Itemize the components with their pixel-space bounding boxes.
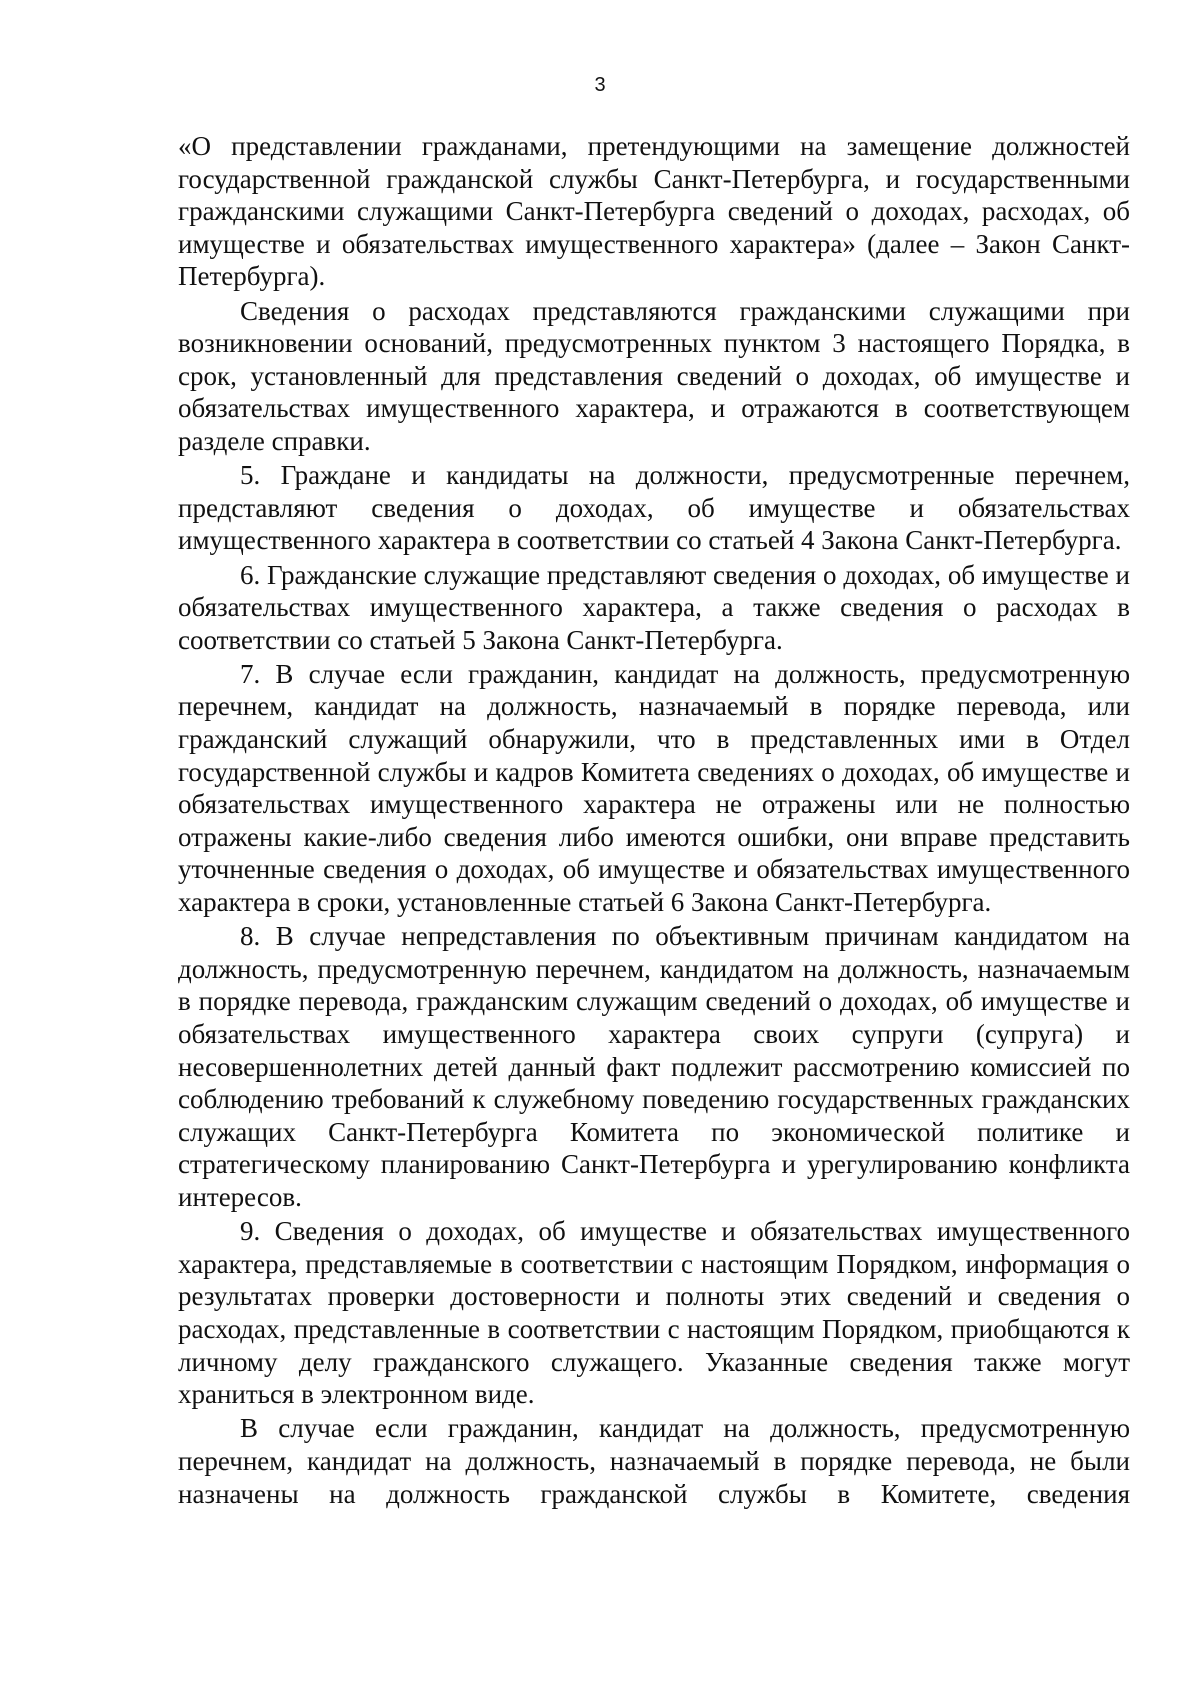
page-number: 3 xyxy=(594,74,606,96)
paragraph-item-5: 5. Граждане и кандидаты на должности, предусмотренные перечнем, представляют сведения о доходах, об имуществе и обязательствах имущественного характера в соответствии со статьей 4 Закона Санкт-Петербурга. xyxy=(178,460,1130,556)
document-body xyxy=(178,130,1130,1512)
paragraph-item-6: 6. Гражданские служащие представляют сведения о доходах, об имуществе и обязательствах имущественного характера, а также сведения о расходах в соответствии со статьей 5 Закона Санкт-Петербурга. xyxy=(178,559,1130,655)
paragraph-law-title-continuation: «О представлении гражданами, претендующими на замещение должностей государственной гражданской службы Санкт-Петербурга, и государственными гражданскими служащими Санкт-Петербурга сведений о доходах, расходах, об имуществе и обязательствах имущественного характера» (далее – Закон Санкт-Петербурга). xyxy=(178,131,1130,292)
paragraph-item-9: 9. Сведения о доходах, об имуществе и обязательствах имущественного характера, представляемые в соответствии с настоящим Порядком, информация о результатах проверки достоверности и полноты этих сведений и сведения о расходах, представленные в соответствии с настоящим Порядком, приобщаются к личному делу гражданского служащего. Указанные сведения также могут храниться в электронном виде. xyxy=(178,1216,1130,1410)
paragraph-item-7: 7. В случае если гражданин, кандидат на должность, предусмотренную перечнем, кандидат на должность, назначаемый в порядке перевода, или гражданский служащий обнаружили, что в представленных ими в Отдел государственной службы и кадров Комитета сведениях о доходах, об имуществе и обязательствах имущественного характера не отражены или не полностью отражены какие-либо сведения либо имеются ошибки, они вправе представить уточненные сведения о доходах, об имуществе и обязательствах имущественного характера в сроки, установленные статьей 6 Закона Санкт-Петербурга. xyxy=(178,658,1130,918)
paragraph-not-appointed: В случае если гражданин, кандидат на должность, предусмотренную перечнем, кандидат на должность, назначаемый в порядке перевода, не были назначены на должность гражданской службы в Комитете, сведения xyxy=(178,1413,1130,1509)
paragraph-expenses-submission: Сведения о расходах представляются гражданскими служащими при возникновении оснований, предусмотренных пунктом 3 настоящего Порядка, в срок, установленный для представления сведений о доходах, об имуществе и обязательствах имущественного характера, и отражаются в соответствующем разделе справки. xyxy=(178,295,1130,456)
paragraph-item-8: 8. В случае непредставления по объективным причинам кандидатом на должность, предусмотренную перечнем, кандидатом на должность, назначаемым в порядке перевода, гражданским служащим сведений о доходах, об имуществе и обязательствах имущественного характера своих супруги (супруга) и несовершеннолетних детей данный факт подлежит рассмотрению комиссией по соблюдению требований к служебному поведению государственных гражданских служащих Санкт-Петербурга Комитета по экономической политике и стратегическому планированию Санкт-Петербурга и урегулированию конфликта интересов. xyxy=(178,921,1130,1212)
